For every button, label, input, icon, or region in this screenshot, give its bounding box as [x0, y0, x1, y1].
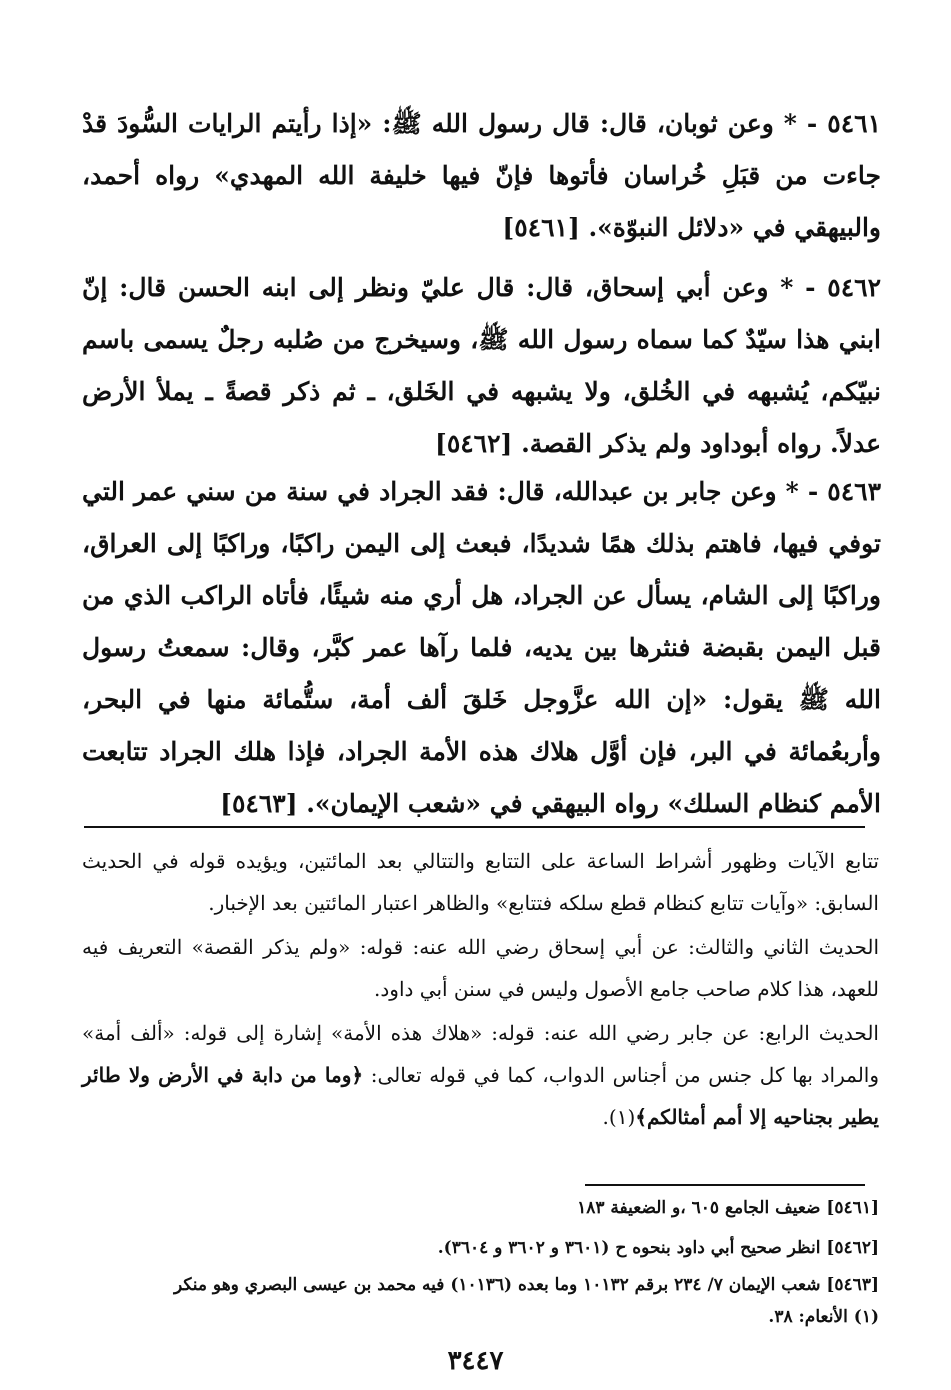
commentary-paragraph-1: تتابع الآيات وظهور أشراط الساعة على التتابع والتتالي بعد المائتين، ويؤيده قوله في الحديث السابق: «وآيات تتابع كنظام قطع سلكه فتتابع» والظاهر اعتبار المائتين بعد الإخبار. — [82, 849, 879, 915]
commentary-paragraph-2: الحديث الثاني والثالث: عن أبي إسحاق رضي الله عنه: قوله: «ولم يذكر القصة» التعريف فيه للعهد، هذا كلام صاحب جامع الأصول وليس في سنن أبي داود. — [82, 935, 879, 1001]
commentary-divider — [84, 826, 865, 828]
footnote-5461: [٥٤٦١] ضعيف الجامع ٦٠٥ ،و الضعيفة ١٨٣ — [577, 1198, 879, 1218]
footnote-5462: [٥٤٦٢] انظر صحيح أبي داود بنحوه ح (٣٦٠١ و ٣٦٠٢ و ٣٦٠٤). — [437, 1238, 879, 1258]
footnote-ref: (١). — [602, 1105, 636, 1129]
footnote-divider — [585, 1184, 865, 1186]
commentary-paragraph-3 — [82, 1012, 879, 1138]
footnote-1: (١) الأنعام: ٣٨. — [768, 1307, 879, 1327]
quran-verse: ﴿وما من دابة في الأرض ولا طائر يطير بجناحيه إلا أمم أمثالكم﴾ — [82, 1063, 879, 1129]
hadith-5463: ٥٤٦٣ - * وعن جابر بن عبدالله، قال: فقد الجراد في سنة من سني عمر التي توفي فيها، فاهتم بذلك همًا شديدًا، فبعث إلى اليمن راكبًا، وراكبًا إلى العراق، وراكبًا إلى الشام، يسأل عن الجراد، هل أري منه شيئًا، فأتاه الراكب الذي من قبل اليمن بقبضة فنثرها بين يديه، فلما رآها عمر كبَّر، وقال: سمعتُ رسول الله ﷺ يقول: «إن الله عزَّوجل خَلقَ ألف أمة، ستُّمائة منها في البحر، وأربعُمائة في البر، فإن أوَّل هلاك هذه الأمة الجراد، فإذا هلك الجراد تتابعت الأمم كنظام السلك» رواه البيهقي في «شعب الإيمان». [٥٤٦٣] — [82, 477, 881, 818]
hadith-5462: ٥٤٦٢ - * وعن أبي إسحاق، قال: قال عليّ ونظر إلى ابنه الحسن قال: إنّ ابني هذا سيّدٌ كما سماه رسول الله ﷺ، وسيخرج من صُلبه رجلٌ يسمى باسم نبيّكم، يُشبهه في الخُلق، ولا يشبهه في الخَلق، ـ ثم ذكر قصةً ـ يملأ الأرض عدلاً. رواه أبوداود ولم يذكر القصة. [٥٤٦٢] — [82, 273, 881, 458]
hadith-5461: ٥٤٦١ - * وعن ثوبان، قال: قال رسول الله ﷺ: «إذا رأيتم الرايات السُّودَ قدْ جاءت من قبَلِ خُراسان فأتوها فإنّ فيها خليفة الله المهدي» رواه أحمد، والبيهقي في «دلائل النبوّة». [٥٤٦١] — [82, 109, 881, 242]
commentary-text: الحديث الرابع: عن جابر رضي الله عنه: قوله: «هلاك هذه الأمة» إشارة إلى قوله: «ألف أمة» والمراد بها كل جنس من أجناس الدواب، كما في قوله تعالى: — [82, 1021, 880, 1087]
footnote-5463: [٥٤٦٣] شعب الإيمان ٧/ ٢٣٤ برقم ١٠١٣٢ وما بعده (١٠١٣٦) فيه محمد بن عيسى البصري وهو منكر — [173, 1275, 879, 1295]
page-number: ٣٤٤٧ — [447, 1346, 504, 1376]
